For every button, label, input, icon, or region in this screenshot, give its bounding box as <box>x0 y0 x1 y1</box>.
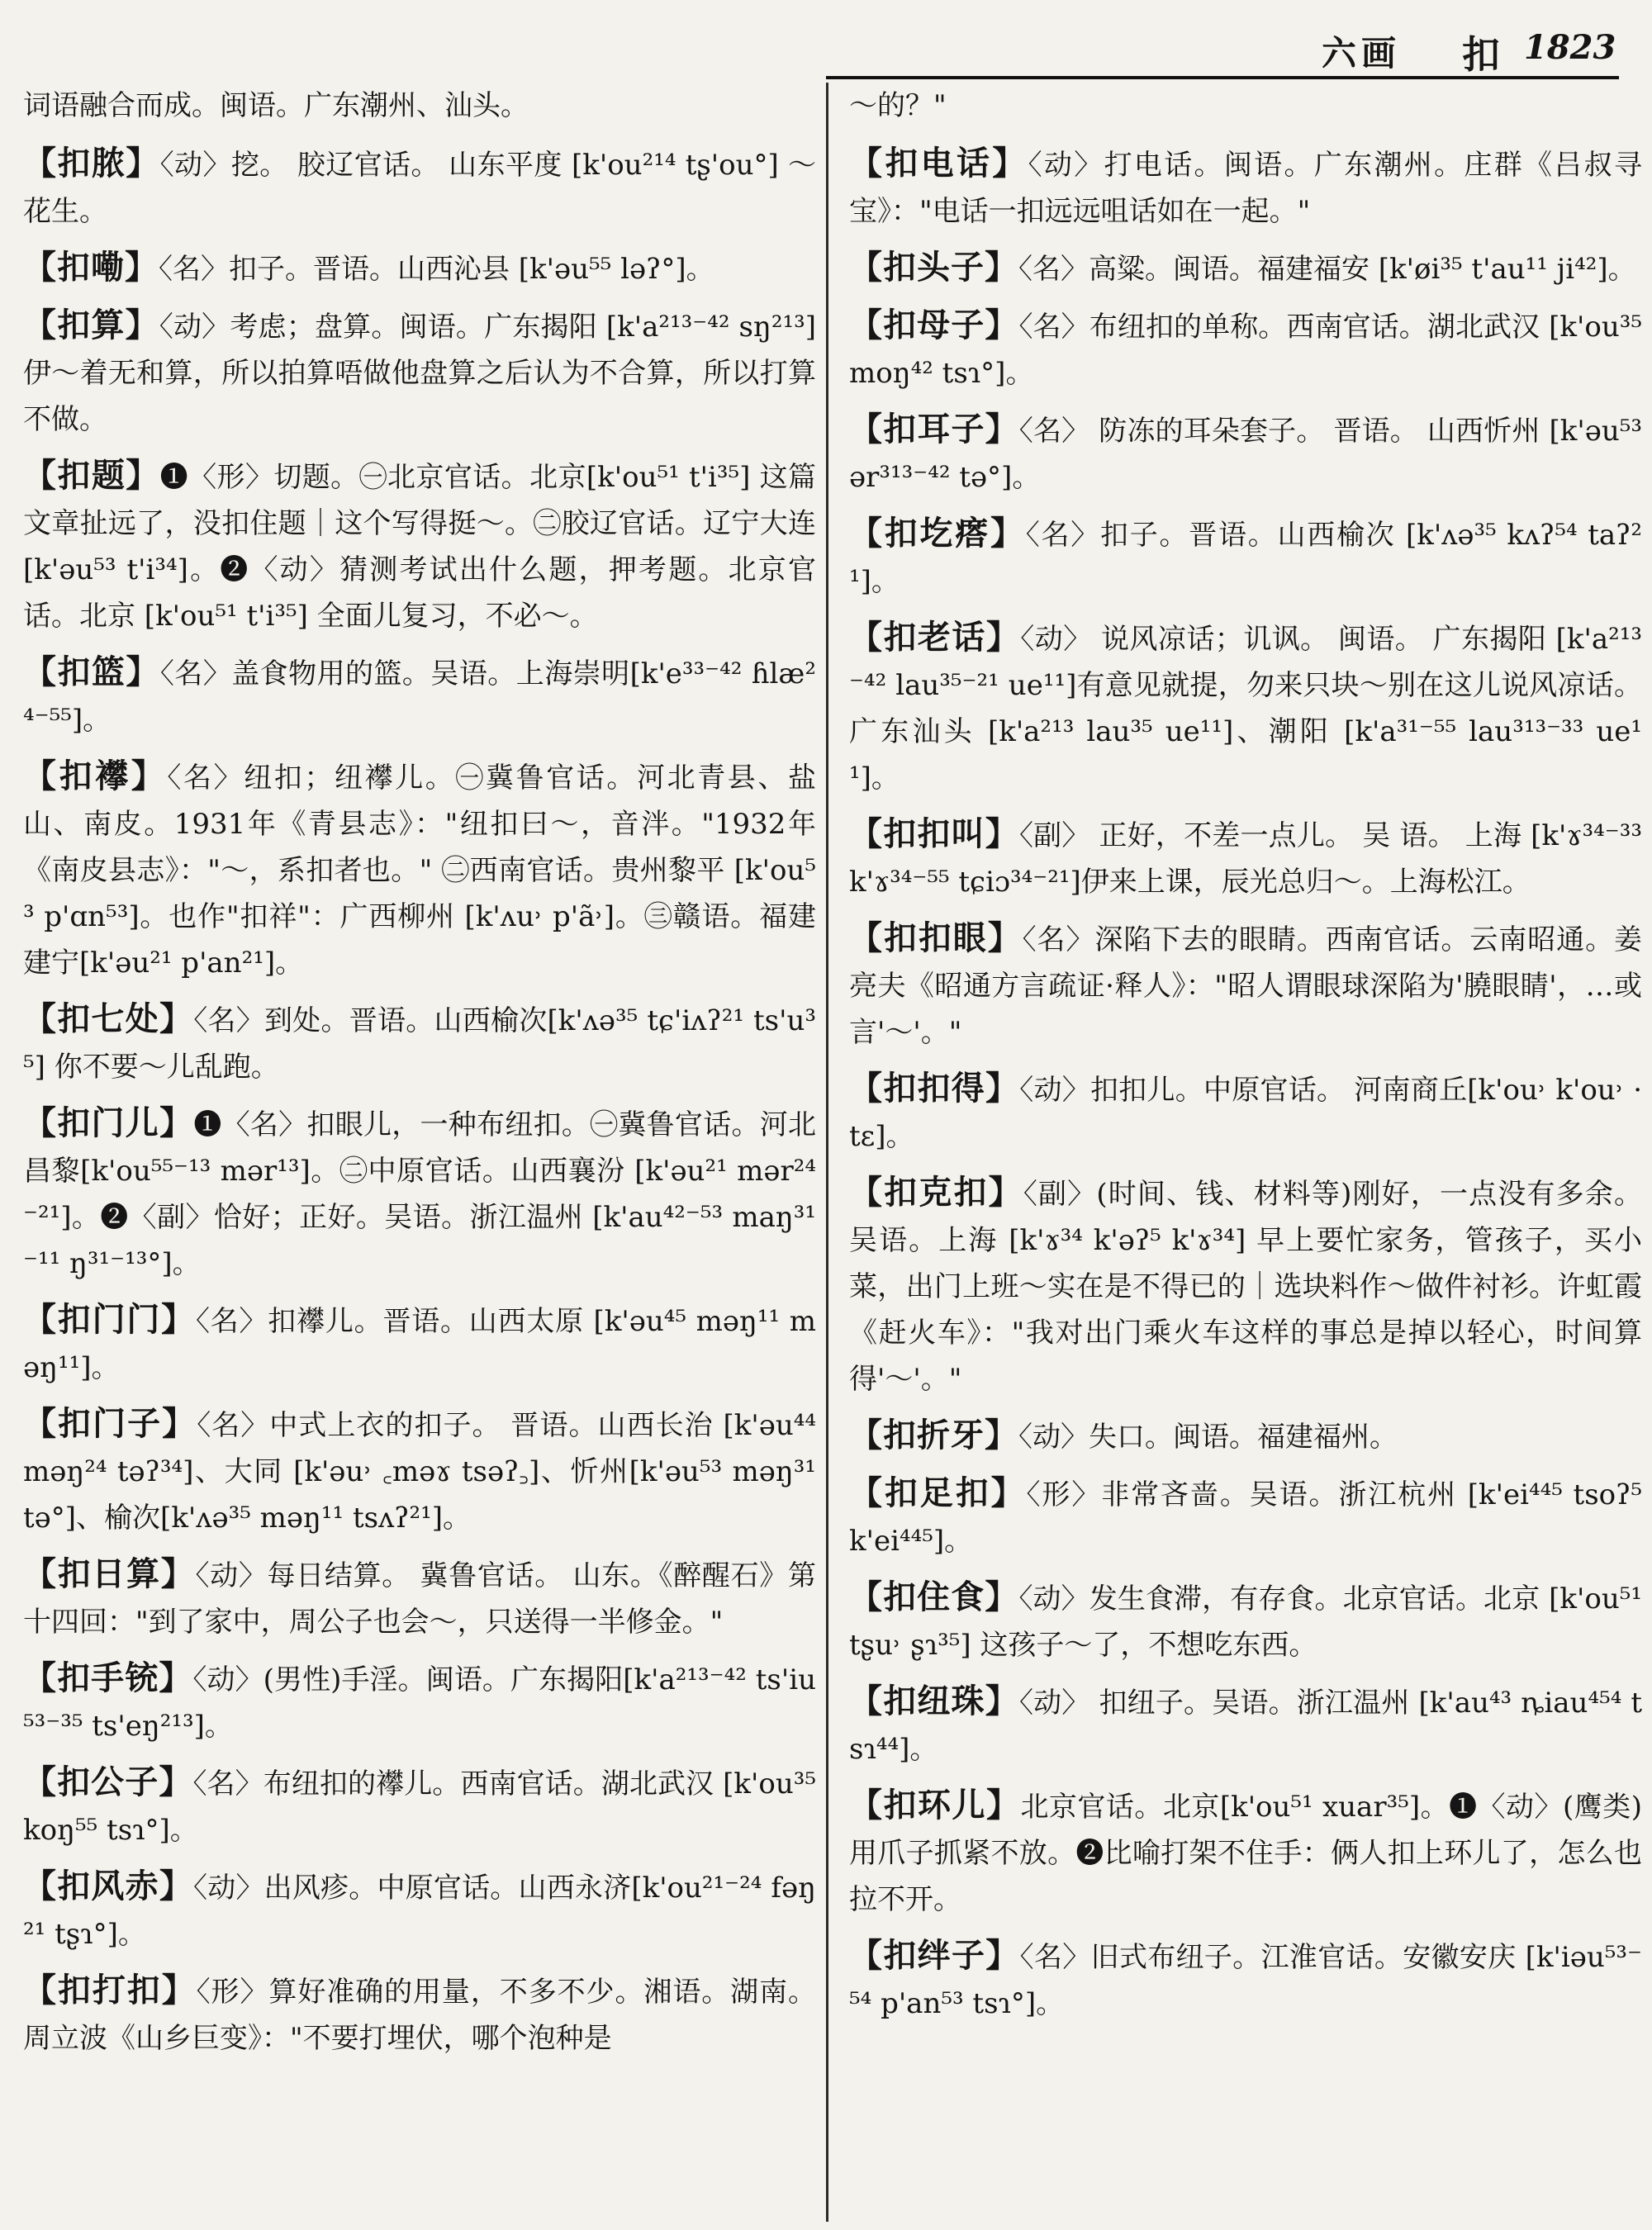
dictionary-entry <box>849 1678 1642 1772</box>
entry-headword: 【扣手铳】 <box>23 1658 193 1697</box>
entry-definition: 〈动〉出风疹。中原官话。山西永济[k'ou²¹⁻²⁴ fəŋ²¹ tʂɿ°]。 <box>23 1872 816 1951</box>
dictionary-entry <box>849 510 1642 605</box>
entry-definition: 〈动〉挖。 胶辽官话。 山东平度 [k'ou²¹⁴ tʂ'ou°] ～花生。 <box>23 149 816 228</box>
entry-headword: 【扣圪瘩】 <box>849 514 1026 553</box>
entry-definition: 〈动〉考虑；盘算。闽语。广东揭阳 [k'a²¹³⁻⁴² sŋ²¹³] 伊～着无和算，所以拍算唔做他盘算之后认为不合算，所以打算不做。 <box>23 311 816 436</box>
dictionary-entry <box>23 244 816 292</box>
entry-definition: 〈动〉(男性)手淫。闽语。广东揭阳[k'a²¹³⁻⁴² ts'iu⁵³⁻³⁵ ts'eŋ²¹³]。 <box>23 1663 816 1743</box>
entry-definition: 〈名〉到处。晋语。山西榆次[k'ʌə³⁵ tɕ'iʌʔ²¹ ts'u³⁵] 你不要～儿乱跑。 <box>23 1004 817 1084</box>
dictionary-entry <box>23 996 816 1090</box>
dictionary-entry <box>23 1863 816 1957</box>
dictionary-entry <box>23 1401 816 1541</box>
dictionary-entry <box>23 140 816 235</box>
entry-definition: 〈形〉非常吝啬。吴语。浙江杭州 [k'ei⁴⁴⁵ tsoʔ⁵ k'ei⁴⁴⁵]。 <box>849 1478 1643 1558</box>
entry-definition: 北京官话。北京[k'ou⁵¹ xuar³⁵]。❶〈动〉(鹰类)用爪子抓紧不放。❷比喻打架不住手：俩人扣上环儿了，怎么也拉不开。 <box>849 1791 1643 1916</box>
entry-definition: 〈动〉 说风凉话；讥讽。 闽语。 广东揭阳 [k'a²¹³⁻⁴² lau³⁵⁻²¹ ue¹¹]有意见就提，勿来只块～别在这儿说风凉话。广东汕头 [k'a²¹³ lau³⁵ ue¹¹]、潮阳 [k'a³¹⁻⁵⁵ lau³¹³⁻³³ ue¹¹]。 <box>849 623 1642 795</box>
entry-headword: 【扣纽珠】 <box>849 1682 1019 1720</box>
dictionary-entry <box>849 406 1642 501</box>
dictionary-entry <box>23 1967 816 2062</box>
entry-headword: 【扣七处】 <box>23 999 194 1038</box>
entry-headword: 【扣篮】 <box>23 652 160 691</box>
dictionary-entry <box>23 753 816 986</box>
entry-definition: 〈名〉中式上衣的扣子。 晋语。山西长治 [k'əu⁴⁴ məŋ²⁴ təʔ³⁴]、大同 [k'əu˒ ꜀məɤ tsəʔ꜆]、忻州[k'əu⁵³ məŋ³¹ tə°]、榆次[k'ʌə³⁵ məŋ¹¹ tsʌʔ²¹]。 <box>23 1409 817 1535</box>
entry-definition: 〈名〉布纽扣的单称。西南官话。湖北武汉 [k'ou³⁵ moŋ⁴² tsɿ°]。 <box>849 311 1642 390</box>
entry-headword: 【扣襻】 <box>23 757 168 795</box>
entry-definition: 〈动〉扣扣儿。中原官话。 河南商丘[k'ou˒ k'ou˒ ·tɛ]。 <box>849 1074 1642 1153</box>
left-column <box>23 83 816 2071</box>
dictionary-entry <box>849 915 1642 1056</box>
dictionary-entry <box>23 1551 816 1645</box>
dictionary-entry <box>849 244 1642 292</box>
column-divider <box>826 83 828 2222</box>
entry-headword: 【扣母子】 <box>849 306 1019 344</box>
continuation-text: 词语融合而成。闽语。广东潮州、汕头。 <box>23 89 529 122</box>
entry-headword: 【扣嘞】 <box>23 248 159 287</box>
entry-headword: 【扣克扣】 <box>849 1173 1023 1212</box>
entry-definition: 〈名〉扣子。晋语。山西榆次 [k'ʌə³⁵ kʌʔ⁵⁴ taʔ²¹]。 <box>849 519 1642 598</box>
dictionary-entry <box>849 1065 1642 1160</box>
entry-headword: 【扣风赤】 <box>23 1867 194 1905</box>
entry-headword: 【扣门儿】 <box>23 1103 194 1142</box>
dictionary-entry <box>849 614 1642 801</box>
entry-headword: 【扣折牙】 <box>849 1416 1018 1454</box>
entry-headword: 【扣扣眼】 <box>849 918 1023 957</box>
entry-definition: 〈形〉算好准确的用量，不多不少。湘语。湖南。周立波《山乡巨变》："不要打埋伏，哪个泡种是 <box>23 1976 817 2055</box>
entry-headword: 【扣住食】 <box>849 1578 1019 1616</box>
entry-headword: 【扣老话】 <box>849 618 1021 657</box>
dictionary-entry <box>849 811 1642 905</box>
dictionary-entry <box>23 1100 816 1287</box>
entry-definition: 〈名〉高粱。闽语。福建福安 [k'øi³⁵ t'au¹¹ ji⁴²]。 <box>1018 253 1636 286</box>
dictionary-entry <box>23 1759 816 1853</box>
entry-definition: 〈名〉扣子。晋语。山西沁县 [k'əu⁵⁵ ləʔ°]。 <box>159 253 714 286</box>
entry-headword: 【扣门门】 <box>23 1300 196 1339</box>
dictionary-entry <box>23 302 816 443</box>
dictionary-entry <box>849 140 1642 235</box>
entry-headword: 【扣算】 <box>23 306 159 344</box>
page-header <box>826 18 1619 79</box>
dictionary-entry <box>23 453 816 639</box>
dictionary-entry <box>849 302 1642 396</box>
entry-definition: 〈动〉 扣纽子。吴语。浙江温州 [k'au⁴³ ȵiau⁴⁵⁴ tsɿ⁴⁴]。 <box>849 1687 1643 1766</box>
entry-definition: 〈名〉旧式布纽子。江淮官话。安徽安庆 [k'iəu⁵³⁻⁵⁴ p'an⁵³ tsɿ°]。 <box>849 1941 1642 2020</box>
entry-headword: 【扣绊子】 <box>849 1936 1020 1975</box>
page-number: 1823 <box>1524 28 1616 67</box>
entry-headword: 【扣头子】 <box>849 248 1018 287</box>
dictionary-entry <box>849 1170 1642 1402</box>
entry-headword: 【扣门子】 <box>23 1404 197 1443</box>
entry-definition: 〈名〉布纽扣的襻儿。西南官话。湖北武汉 [k'ou³⁵ koŋ⁵⁵ tsɿ°]。 <box>23 1767 816 1847</box>
entry-definition: 〈动〉打电话。闽语。广东潮州。庄群《吕叔寻宝》："电话一扣远远咀话如在一起。" <box>849 149 1643 228</box>
dictionary-entry <box>849 1412 1642 1460</box>
entry-definition: 〈名〉 防冻的耳朵套子。 晋语。 山西忻州 [k'əu⁵³ ər³¹³⁻⁴² tə°]。 <box>849 415 1642 494</box>
entry-definition: 〈副〉(时间、钱、材料等)刚好，一点没有多余。吴语。上海 [k'ɤ³⁴ k'əʔ⁵ k'ɤ³⁴] 早上要忙家务，管孩子，买小菜，出门上班～实在是不得已的｜选块料作～做件衬衫。许虹霞《赶火车》："我对出门乘火车这样的事总是掉以轻心，时间算得'～'。" <box>849 1178 1642 1396</box>
entry-definition: 〈动〉发生食滞，有存食。北京官话。北京 [k'ou⁵¹ tʂu˒ ʂɿ³⁵] 这孩子～了，不想吃东西。 <box>849 1582 1642 1662</box>
stroke-section-label: 六画 <box>1322 33 1402 74</box>
right-column <box>849 83 1642 2037</box>
entry-headword: 【扣扣得】 <box>849 1069 1020 1108</box>
entry-definition: 〈名〉盖食物用的篮。吴语。上海崇明[k'e³³⁻⁴² ɦlæ²⁴⁻⁵⁵]。 <box>23 657 817 737</box>
dictionary-entry <box>849 1574 1642 1668</box>
continuation-text: ～的？" <box>849 89 947 122</box>
entry-definition: 〈动〉每日结算。 冀鲁官话。 山东。《醉醒石》第十四回："到了家中，周公子也会～，只送得一半修金。" <box>23 1559 816 1639</box>
entry-headword: 【扣扣叫】 <box>849 814 1019 853</box>
entry-headword: 【扣题】 <box>23 456 160 495</box>
entry-headword: 【扣环儿】 <box>849 1786 1021 1824</box>
entry-headword: 【扣耳子】 <box>849 410 1019 448</box>
radical-character: 扣 <box>1462 32 1500 77</box>
entry-definition: ❶〈形〉切题。㊀北京官话。北京[k'ou⁵¹ t'i³⁵] 这篇文章扯远了，没扣住题｜这个写得挺～。㊁胶辽官话。辽宁大连 [k'əu⁵³ t'i³⁴]。❷〈动〉猜测考试出什么题，押考题。北京官话。北京 [k'ou⁵¹ t'i³⁵] 全面儿复习，不必～。 <box>23 461 817 633</box>
dictionary-entry <box>849 1782 1642 1923</box>
dictionary-entry <box>23 1655 816 1749</box>
entry-definition: 〈名〉深陷下去的眼睛。西南官话。云南昭通。姜亮夫《昭通方言疏证·释人》："昭人谓眼球深陷为'膮眼睛'，…或言'～'。" <box>849 923 1643 1049</box>
entry-definition: 〈副〉 正好，不差一点儿。 吴 语。 上海 [k'ɤ³⁴⁻³³ k'ɤ³⁴⁻⁵⁵ tɕiɔ³⁴⁻²¹]伊来上课，辰光总归～。上海松江。 <box>849 819 1642 899</box>
entry-definition: ❶〈名〉扣眼儿，一种布纽扣。㊀冀鲁官话。河北昌黎[k'ou⁵⁵⁻¹³ mər¹³]。㊁中原官话。山西襄汾 [k'əu²¹ mər²⁴⁻²¹]。❷〈副〉恰好；正好。吴语。浙江温州 [k'au⁴²⁻⁵³ maŋ³¹⁻¹¹ ŋ³¹⁻¹³°]。 <box>23 1108 817 1280</box>
dictionary-entry <box>849 1470 1642 1564</box>
entry-definition: 〈动〉失口。闽语。福建福州。 <box>1018 1421 1398 1454</box>
dictionary-entry <box>23 649 816 743</box>
entry-headword: 【扣公子】 <box>23 1763 193 1801</box>
entry-headword: 【扣脓】 <box>23 144 160 183</box>
dictionary-entry <box>23 1297 816 1391</box>
entry-definition: 〈名〉纽扣；纽襻儿。㊀冀鲁官话。河北青县、盐山、南皮。1931年《青县志》："纽扣曰～，音泮。"1932年《南皮县志》："～，系扣者也。" ㊁西南官话。贵州黎平 [k'ou⁵³ p'ɑn⁵³]。也作"扣祥"：广西柳州 [k'ʌu˒ p'ã˒]。㊂赣语。福建建宁[k'əu²¹ p'an²¹]。 <box>23 762 817 980</box>
entry-headword: 【扣日算】 <box>23 1554 196 1593</box>
entry-headword: 【扣电话】 <box>849 144 1028 183</box>
entry-headword: 【扣足扣】 <box>849 1473 1027 1512</box>
entry-definition: 〈名〉扣襻儿。晋语。山西太原 [k'əu⁴⁵ məŋ¹¹ məŋ¹¹]。 <box>23 1305 816 1384</box>
entry-headword: 【扣打扣】 <box>23 1971 197 2009</box>
dictionary-entry <box>849 1933 1642 2027</box>
